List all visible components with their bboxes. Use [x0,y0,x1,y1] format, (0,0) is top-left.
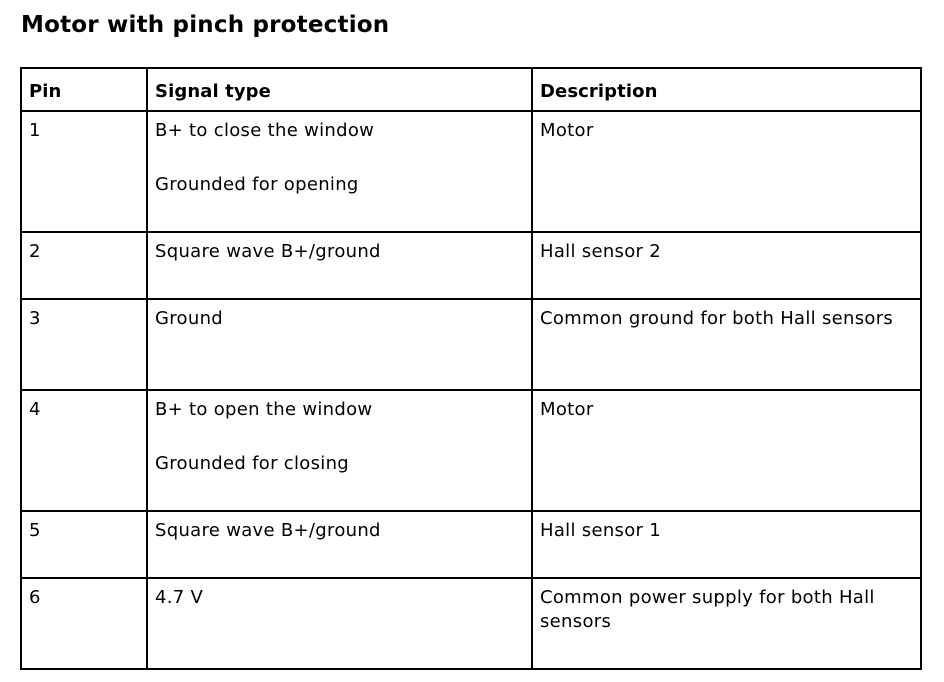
header-signal-type: Signal type [147,68,532,111]
signal-cell [147,299,532,390]
table-row [21,232,921,299]
table-header-row [21,68,921,111]
signal-line: Grounded for opening [155,174,359,195]
pin-cell: 2 [21,232,147,299]
description-cell: Common ground for both Hall sensors [532,299,921,390]
table-row [21,511,921,578]
description-cell: Common power supply for both Hall sensors [532,578,921,669]
signal-cell [147,390,532,511]
pin-table [20,67,922,670]
signal-cell [147,511,532,578]
pin-cell: 4 [21,390,147,511]
page-title: Motor with pinch protection [21,12,390,38]
signal-line: Square wave B+/ground [155,241,381,262]
pin-cell: 6 [21,578,147,669]
pin-cell: 1 [21,111,147,232]
signal-line: Grounded for closing [155,453,350,474]
pin-cell: 3 [21,299,147,390]
signal-line: B+ to open the window [155,399,373,420]
description-cell: Motor [532,111,921,232]
signal-line: 4.7 V [155,587,204,608]
description-cell: Motor [532,390,921,511]
table-row [21,111,921,232]
table-row [21,299,921,390]
signal-cell [147,578,532,669]
header-description: Description [532,68,921,111]
table-row [21,390,921,511]
signal-line: B+ to close the window [155,120,375,141]
signal-cell [147,232,532,299]
pin-cell: 5 [21,511,147,578]
table-row [21,578,921,669]
description-cell: Hall sensor 2 [532,232,921,299]
description-cell: Hall sensor 1 [532,511,921,578]
signal-cell [147,111,532,232]
signal-line: Ground [155,308,224,329]
header-pin: Pin [21,68,147,111]
signal-line: Square wave B+/ground [155,520,381,541]
